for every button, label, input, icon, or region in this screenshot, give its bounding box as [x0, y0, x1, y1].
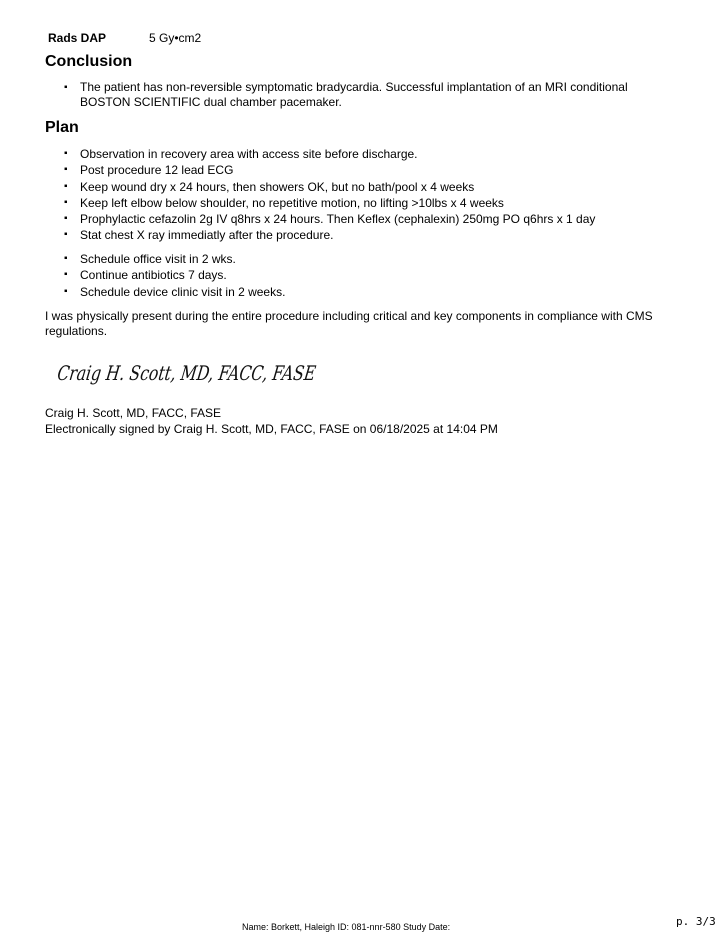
bullet-icon: ▪	[64, 164, 68, 176]
list-item	[45, 251, 665, 267]
page-number: p. 3/3	[676, 915, 716, 928]
bullet-icon: ▪	[64, 269, 68, 281]
list-item-text: Keep wound dry x 24 hours, then showers OK, but no bath/pool x 4 weeks	[80, 179, 475, 194]
list-item-text: Post procedure 12 lead ECG	[80, 163, 234, 178]
list-item-text: Observation in recovery area with access site before discharge.	[80, 147, 418, 161]
rads-dap-label: Rads DAP	[48, 31, 107, 45]
attestation-text: I was physically present during the entire procedure including critical and key components in compliance with CMS regulations.	[45, 309, 653, 338]
conclusion-heading: Conclusion	[45, 53, 133, 70]
list-item	[45, 80, 665, 110]
signature-script: Craig H. Scott, MD, FACC, FASE	[55, 361, 390, 385]
conclusion-list	[45, 80, 665, 110]
list-item	[45, 284, 665, 300]
bullet-icon: ▪	[64, 229, 68, 241]
list-item-text: Keep left elbow below shoulder, no repetitive motion, no lifting >10lbs x 4 weeks	[80, 195, 504, 210]
bullet-icon: ▪	[64, 82, 68, 93]
plan-list	[45, 146, 665, 244]
plan-heading: Plan	[45, 119, 79, 136]
bullet-icon: ▪	[64, 180, 68, 192]
list-item	[45, 162, 665, 178]
patient-footer: Name: Borkett, Haleigh ID: 081-nnr-580 Study Date:	[242, 922, 451, 932]
bullet-icon: ▪	[64, 196, 68, 208]
rads-dap-row	[48, 31, 201, 45]
signer-name: Craig H. Scott, MD, FACC, FASE	[45, 406, 222, 420]
list-item-text: Stat chest X ray immediatly after the procedure.	[80, 228, 334, 243]
list-item-text: Schedule office visit in 2 wks.	[80, 252, 236, 266]
list-item	[45, 211, 665, 227]
bullet-icon: ▪	[64, 253, 68, 264]
electronic-signature-line: Electronically signed by Craig H. Scott, MD, FACC, FASE on 06/18/2025 at 14:04 PM	[45, 422, 498, 436]
list-item	[45, 179, 665, 195]
list-item-text: Schedule device clinic visit in 2 weeks.	[80, 284, 286, 299]
bullet-icon: ▪	[64, 148, 68, 159]
list-item	[45, 195, 665, 211]
list-item-text: Continue antibiotics 7 days.	[80, 268, 227, 283]
list-item	[45, 227, 665, 243]
signature-image	[55, 356, 390, 392]
list-item	[45, 267, 665, 283]
rads-dap-value: 5 Gy•cm2	[149, 31, 202, 45]
bullet-icon: ▪	[64, 213, 68, 225]
bullet-icon: ▪	[64, 285, 68, 297]
list-item-text: Prophylactic cefazolin 2g IV q8hrs x 24 hours. Then Keflex (cephalexin) 250mg PO q6hrs x 1 day	[80, 212, 596, 227]
list-item-text: The patient has non-reversible symptomatic bradycardia. Successful implantation of an MRI conditional BOSTON SCIENTIFIC dual chamber pacemaker.	[80, 80, 628, 109]
list-item	[45, 146, 665, 162]
plan-followup-list	[45, 251, 665, 300]
